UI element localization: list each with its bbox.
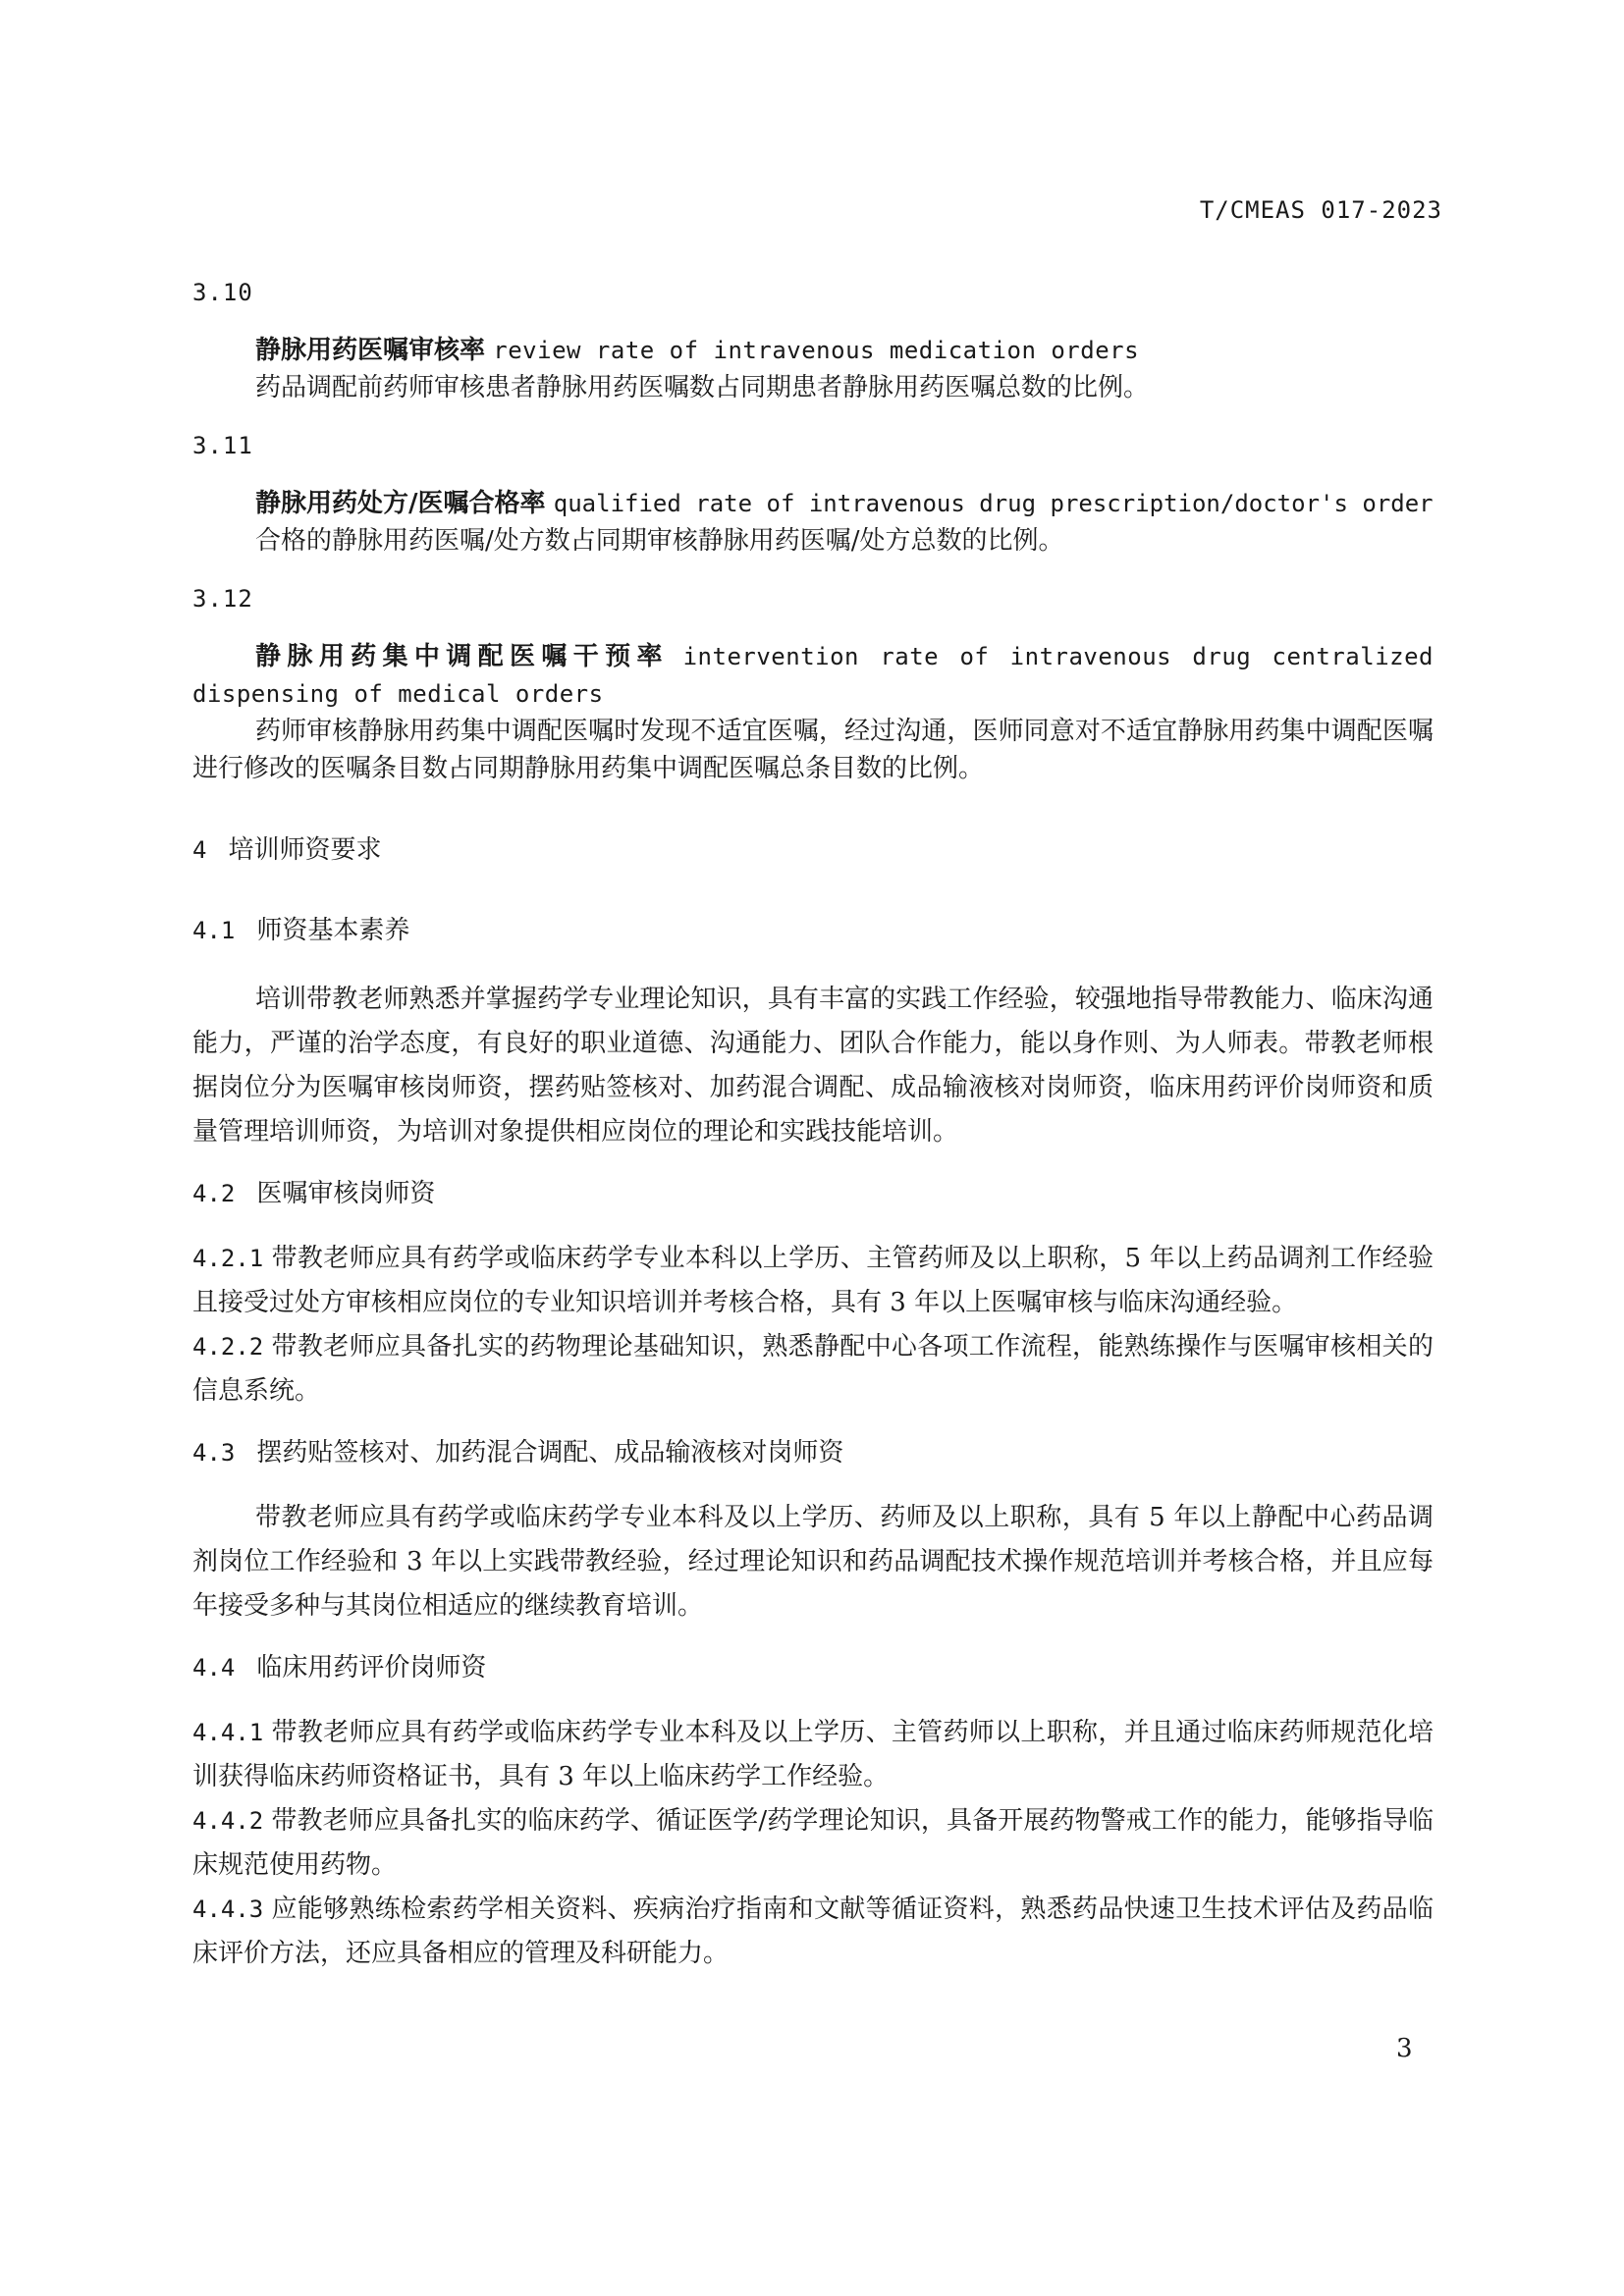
term-chinese: 静脉用药处方/医嘱合格率 bbox=[255, 489, 546, 518]
term-english: intervention rate of intravenous drug centralized dispensing of medical orders bbox=[192, 643, 1435, 708]
clause bbox=[192, 1888, 1434, 1976]
clause-number: 4.4.1 bbox=[192, 1719, 264, 1746]
clause-text: 应能够熟练检索药学相关资料、疾病治疗指南和文献等循证资料，熟悉药品快速卫生技术评估及药品临床评价方法，还应具备相应的管理及科研能力。 bbox=[192, 1895, 1434, 1968]
term-heading bbox=[192, 638, 1434, 713]
page-number: 3 bbox=[1396, 2034, 1413, 2063]
clause-number: 4.4.2 bbox=[192, 1807, 264, 1835]
clause-text: 带教老师应具备扎实的药物理论基础知识，熟悉静配中心各项工作流程，能熟练操作与医嘱审核相关的信息系统。 bbox=[192, 1332, 1434, 1406]
subsection-title: 摆药贴签核对、加药混合调配、成品输液核对岗师资 bbox=[256, 1438, 844, 1468]
section-number: 4 bbox=[192, 836, 207, 864]
clause bbox=[192, 1237, 1434, 1325]
clause bbox=[192, 1711, 1434, 1799]
term-heading bbox=[192, 332, 1434, 369]
subsection-paragraph: 带教老师应具有药学或临床药学专业本科及以上学历、药师及以上职称，具有 5 年以上静配中心药品调剂岗位工作经验和 3 年以上实践带教经验，经过理论知识和药品调配技术操作规范培训并考核合格，并且应每年接受多种与其岗位相适应的继续教育培训。 bbox=[192, 1503, 1434, 1621]
term-number: 3.10 bbox=[192, 279, 253, 306]
term-english: qualified rate of intravenous drug prescription/doctor's order bbox=[553, 490, 1434, 517]
clause bbox=[192, 1799, 1434, 1888]
subsection-heading bbox=[192, 1433, 1434, 1472]
subsection-heading bbox=[192, 911, 1434, 950]
subsection-heading bbox=[192, 1648, 1434, 1687]
term-chinese: 静脉用药集中调配医嘱干预率 bbox=[255, 642, 669, 671]
term-definition: 药品调配前药师审核患者静脉用药医嘱数占同期患者静脉用药医嘱总数的比例。 bbox=[255, 373, 1150, 402]
subsection-title: 师资基本素养 bbox=[256, 916, 410, 945]
subsection-heading bbox=[192, 1174, 1434, 1213]
subsection-title: 医嘱审核岗师资 bbox=[256, 1179, 436, 1208]
term-number: 3.12 bbox=[192, 585, 253, 613]
subsection-paragraph: 培训带教老师熟悉并掌握药学专业理论知识，具有丰富的实践工作经验，较强地指导带教能力、临床沟通能力，严谨的治学态度，有良好的职业道德、沟通能力、团队合作能力，能以身作则、为人师表。带教老师根据岗位分为医嘱审核岗师资，摆药贴签核对、加药混合调配、成品输液核对岗师资，临床用药评价岗师资和质量管理培训师资，为培训对象提供相应岗位的理论和实践技能培训。 bbox=[192, 985, 1434, 1147]
subsection-number: 4.1 bbox=[192, 917, 236, 944]
term-english: review rate of intravenous medication orders bbox=[493, 337, 1140, 364]
subsection-number: 4.4 bbox=[192, 1654, 236, 1682]
term-definition: 合格的静脉用药医嘱/处方数占同期审核静脉用药医嘱/处方总数的比例。 bbox=[255, 526, 1064, 556]
clause bbox=[192, 1325, 1434, 1414]
clause-number: 4.4.3 bbox=[192, 1896, 264, 1923]
document-code: T/CMEAS 017-2023 bbox=[1199, 196, 1442, 224]
subsection-number: 4.3 bbox=[192, 1439, 236, 1467]
section-heading bbox=[192, 830, 1434, 870]
page-content bbox=[192, 257, 1434, 1976]
term-definition: 药师审核静脉用药集中调配医嘱时发现不适宜医嘱，经过沟通，医师同意对不适宜静脉用药集中调配医嘱进行修改的医嘱条目数占同期静脉用药集中调配医嘱总条目数的比例。 bbox=[192, 717, 1434, 783]
clause-number: 4.2.2 bbox=[192, 1333, 264, 1361]
section-title: 培训师资要求 bbox=[228, 835, 382, 865]
clause-number: 4.2.1 bbox=[192, 1245, 264, 1272]
subsection-number: 4.2 bbox=[192, 1180, 236, 1207]
term-chinese: 静脉用药医嘱审核率 bbox=[255, 336, 486, 365]
term-number: 3.11 bbox=[192, 432, 253, 459]
clause-text: 带教老师应具有药学或临床药学专业本科以上学历、主管药师及以上职称，5 年以上药品调剂工作经验且接受过处方审核相应岗位的专业知识培训并考核合格，具有 3 年以上医嘱审核与临床沟通经验。 bbox=[192, 1244, 1434, 1317]
clause-text: 带教老师应具有药学或临床药学专业本科及以上学历、主管药师以上职称，并且通过临床药师规范化培训获得临床药师资格证书，具有 3 年以上临床药学工作经验。 bbox=[192, 1718, 1434, 1791]
subsection-title: 临床用药评价岗师资 bbox=[256, 1653, 487, 1682]
term-heading bbox=[192, 485, 1434, 522]
clause-text: 带教老师应具备扎实的临床药学、循证医学/药学理论知识，具备开展药物警戒工作的能力，能够指导临床规范使用药物。 bbox=[192, 1806, 1434, 1880]
